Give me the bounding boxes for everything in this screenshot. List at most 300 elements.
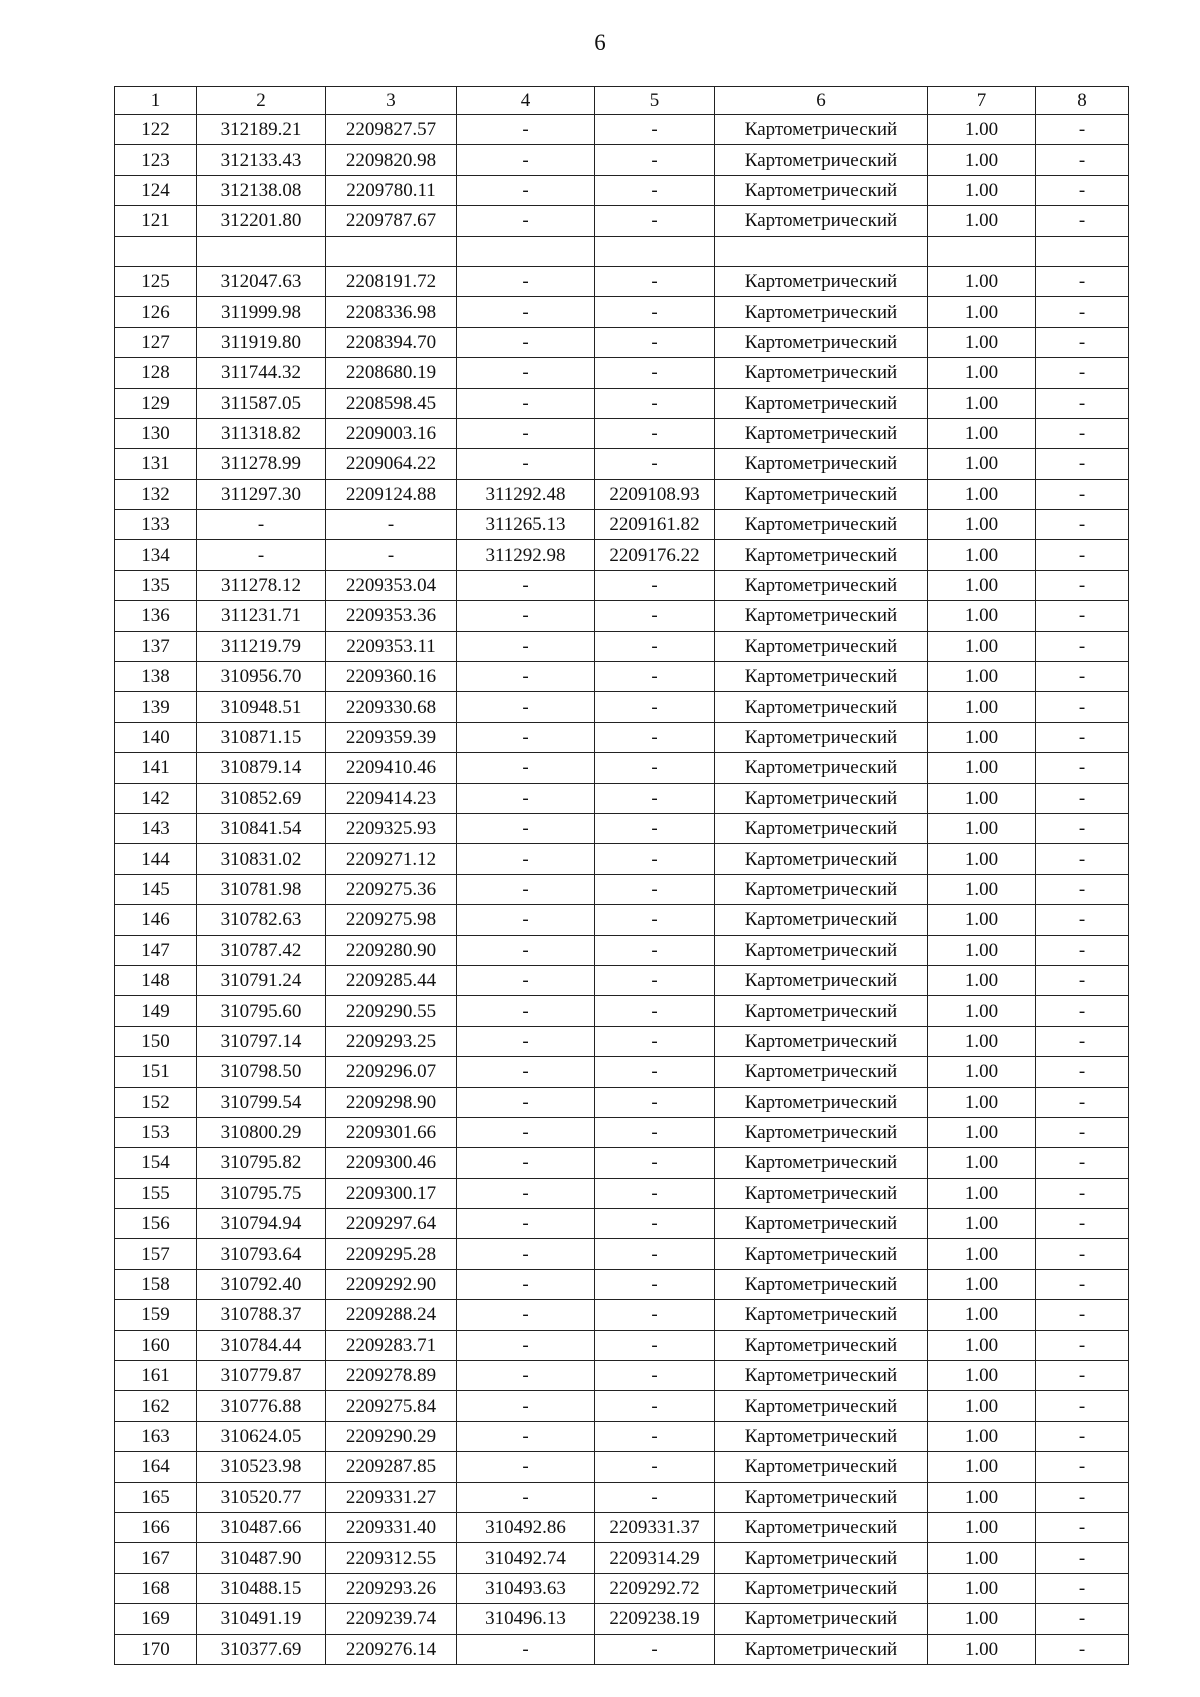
table-row <box>115 1512 1129 1542</box>
method-cell: Картометрический <box>715 1239 928 1269</box>
description-cell: - <box>1036 1512 1129 1542</box>
table-row <box>115 601 1129 631</box>
description-cell: - <box>1036 874 1129 904</box>
x-new-cell: 310492.74 <box>457 1543 595 1573</box>
x-new-cell: - <box>457 358 595 388</box>
x-coordinate-cell: 310784.44 <box>197 1330 326 1360</box>
x-new-cell: - <box>457 1482 595 1512</box>
accuracy-cell: 1.00 <box>928 905 1036 935</box>
table-row <box>115 1178 1129 1208</box>
table-header-row <box>115 87 1129 115</box>
x-new-cell: - <box>457 662 595 692</box>
x-new-cell: - <box>457 783 595 813</box>
description-cell: - <box>1036 1543 1129 1573</box>
point-number-cell: 138 <box>115 662 197 692</box>
point-number-cell <box>115 236 197 266</box>
y-coordinate-cell: 2209275.84 <box>326 1391 457 1421</box>
y-new-cell: - <box>595 935 715 965</box>
x-new-cell: - <box>457 175 595 205</box>
description-cell: - <box>1036 1057 1129 1087</box>
x-coordinate-cell: 310520.77 <box>197 1482 326 1512</box>
table-row <box>115 905 1129 935</box>
point-number-cell: 150 <box>115 1026 197 1056</box>
y-new-cell: - <box>595 1634 715 1664</box>
method-cell: Картометрический <box>715 1026 928 1056</box>
x-coordinate-cell: 310491.19 <box>197 1604 326 1634</box>
description-cell: - <box>1036 1269 1129 1299</box>
description-cell: - <box>1036 996 1129 1026</box>
point-number-cell: 161 <box>115 1361 197 1391</box>
table-row <box>115 844 1129 874</box>
point-number-cell: 125 <box>115 266 197 296</box>
table-row <box>115 753 1129 783</box>
point-number-cell: 160 <box>115 1330 197 1360</box>
y-new-cell: - <box>595 1057 715 1087</box>
y-new-cell: - <box>595 206 715 236</box>
description-cell: - <box>1036 1604 1129 1634</box>
y-new-cell: - <box>595 449 715 479</box>
table-row <box>115 1634 1129 1664</box>
y-coordinate-cell: 2209064.22 <box>326 449 457 479</box>
y-new-cell: - <box>595 1391 715 1421</box>
table-row <box>115 935 1129 965</box>
method-cell: Картометрический <box>715 145 928 175</box>
y-coordinate-cell: 2209312.55 <box>326 1543 457 1573</box>
column-header: 5 <box>595 87 715 115</box>
y-new-cell: - <box>595 327 715 357</box>
accuracy-cell: 1.00 <box>928 631 1036 661</box>
y-new-cell: - <box>595 692 715 722</box>
method-cell: Картометрический <box>715 874 928 904</box>
y-new-cell: - <box>595 996 715 1026</box>
y-coordinate-cell: 2208336.98 <box>326 297 457 327</box>
y-coordinate-cell: - <box>326 540 457 570</box>
x-new-cell: 311292.48 <box>457 479 595 509</box>
y-new-cell: - <box>595 175 715 205</box>
y-coordinate-cell: 2209293.26 <box>326 1573 457 1603</box>
y-coordinate-cell: 2209280.90 <box>326 935 457 965</box>
accuracy-cell: 1.00 <box>928 1452 1036 1482</box>
accuracy-cell: 1.00 <box>928 145 1036 175</box>
description-cell: - <box>1036 1026 1129 1056</box>
accuracy-cell: 1.00 <box>928 1573 1036 1603</box>
y-new-cell: 2209331.37 <box>595 1512 715 1542</box>
accuracy-cell: 1.00 <box>928 327 1036 357</box>
table-row <box>115 449 1129 479</box>
accuracy-cell: 1.00 <box>928 1239 1036 1269</box>
method-cell: Картометрический <box>715 601 928 631</box>
table-row <box>115 1604 1129 1634</box>
x-new-cell: - <box>457 327 595 357</box>
description-cell: - <box>1036 1239 1129 1269</box>
point-number-cell: 152 <box>115 1087 197 1117</box>
point-number-cell: 162 <box>115 1391 197 1421</box>
description-cell: - <box>1036 631 1129 661</box>
y-coordinate-cell: 2209301.66 <box>326 1117 457 1147</box>
y-coordinate-cell: 2209353.11 <box>326 631 457 661</box>
y-coordinate-cell: 2209292.90 <box>326 1269 457 1299</box>
accuracy-cell: 1.00 <box>928 783 1036 813</box>
method-cell: Картометрический <box>715 418 928 448</box>
table-row <box>115 722 1129 752</box>
y-coordinate-cell: 2209275.98 <box>326 905 457 935</box>
table-row <box>115 965 1129 995</box>
table-row <box>115 358 1129 388</box>
point-number-cell: 131 <box>115 449 197 479</box>
table-row <box>115 813 1129 843</box>
x-coordinate-cell: 310488.15 <box>197 1573 326 1603</box>
y-coordinate-cell: 2209827.57 <box>326 115 457 145</box>
accuracy-cell: 1.00 <box>928 1269 1036 1299</box>
accuracy-cell: 1.00 <box>928 479 1036 509</box>
method-cell: Картометрический <box>715 692 928 722</box>
x-new-cell: - <box>457 145 595 175</box>
y-new-cell: - <box>595 1269 715 1299</box>
point-number-cell: 151 <box>115 1057 197 1087</box>
method-cell: Картометрический <box>715 965 928 995</box>
y-coordinate-cell: 2209359.39 <box>326 722 457 752</box>
x-coordinate-cell: 311297.30 <box>197 479 326 509</box>
point-number-cell: 126 <box>115 297 197 327</box>
x-new-cell: - <box>457 631 595 661</box>
method-cell: Картометрический <box>715 510 928 540</box>
accuracy-cell: 1.00 <box>928 358 1036 388</box>
accuracy-cell: 1.00 <box>928 1087 1036 1117</box>
x-coordinate-cell: 310792.40 <box>197 1269 326 1299</box>
method-cell: Картометрический <box>715 175 928 205</box>
method-cell: Картометрический <box>715 327 928 357</box>
point-number-cell: 145 <box>115 874 197 904</box>
description-cell: - <box>1036 358 1129 388</box>
table-row <box>115 327 1129 357</box>
x-coordinate-cell: 310793.64 <box>197 1239 326 1269</box>
y-coordinate-cell: 2209278.89 <box>326 1361 457 1391</box>
description-cell: - <box>1036 935 1129 965</box>
table-row <box>115 692 1129 722</box>
method-cell: Картометрический <box>715 1421 928 1451</box>
y-new-cell: - <box>595 1026 715 1056</box>
x-new-cell: - <box>457 935 595 965</box>
accuracy-cell: 1.00 <box>928 1482 1036 1512</box>
y-new-cell: - <box>595 631 715 661</box>
description-cell: - <box>1036 965 1129 995</box>
accuracy-cell: 1.00 <box>928 722 1036 752</box>
x-coordinate-cell: 311999.98 <box>197 297 326 327</box>
description-cell: - <box>1036 783 1129 813</box>
description-cell: - <box>1036 570 1129 600</box>
table-body <box>115 115 1129 1665</box>
x-new-cell: - <box>457 1026 595 1056</box>
y-coordinate-cell: 2209331.40 <box>326 1512 457 1542</box>
table-row <box>115 783 1129 813</box>
y-new-cell: - <box>595 1482 715 1512</box>
y-coordinate-cell: 2209353.04 <box>326 570 457 600</box>
point-number-cell: 159 <box>115 1300 197 1330</box>
table-row <box>115 570 1129 600</box>
y-new-cell: 2209108.93 <box>595 479 715 509</box>
y-coordinate-cell: 2209330.68 <box>326 692 457 722</box>
x-new-cell: - <box>457 692 595 722</box>
point-number-cell: 130 <box>115 418 197 448</box>
method-cell: Картометрический <box>715 1604 928 1634</box>
accuracy-cell: 1.00 <box>928 753 1036 783</box>
accuracy-cell: 1.00 <box>928 965 1036 995</box>
accuracy-cell: 1.00 <box>928 1361 1036 1391</box>
accuracy-cell: 1.00 <box>928 175 1036 205</box>
x-coordinate-cell: 310831.02 <box>197 844 326 874</box>
method-cell: Картометрический <box>715 662 928 692</box>
description-cell: - <box>1036 662 1129 692</box>
table-row <box>115 1391 1129 1421</box>
method-cell: Картометрический <box>715 1178 928 1208</box>
x-new-cell: - <box>457 1452 595 1482</box>
accuracy-cell: 1.00 <box>928 662 1036 692</box>
table-row <box>115 1421 1129 1451</box>
x-coordinate-cell: 310487.90 <box>197 1543 326 1573</box>
accuracy-cell: 1.00 <box>928 1634 1036 1664</box>
y-coordinate-cell: 2209300.17 <box>326 1178 457 1208</box>
point-number-cell: 135 <box>115 570 197 600</box>
method-cell: Картометрический <box>715 722 928 752</box>
method-cell: Картометрический <box>715 783 928 813</box>
table-row <box>115 1148 1129 1178</box>
description-cell: - <box>1036 722 1129 752</box>
x-coordinate-cell: 310879.14 <box>197 753 326 783</box>
method-cell: Картометрический <box>715 905 928 935</box>
y-coordinate-cell: 2209414.23 <box>326 783 457 813</box>
column-header: 6 <box>715 87 928 115</box>
description-cell: - <box>1036 1087 1129 1117</box>
x-new-cell: 311265.13 <box>457 510 595 540</box>
method-cell: Картометрический <box>715 1330 928 1360</box>
x-new-cell: - <box>457 965 595 995</box>
y-new-cell: - <box>595 813 715 843</box>
x-coordinate-cell: - <box>197 510 326 540</box>
x-new-cell: - <box>457 601 595 631</box>
x-coordinate-cell: 310624.05 <box>197 1421 326 1451</box>
accuracy-cell: 1.00 <box>928 813 1036 843</box>
y-new-cell: - <box>595 1148 715 1178</box>
description-cell <box>1036 236 1129 266</box>
method-cell: Картометрический <box>715 206 928 236</box>
x-coordinate-cell <box>197 236 326 266</box>
point-number-cell: 139 <box>115 692 197 722</box>
x-coordinate-cell: 312138.08 <box>197 175 326 205</box>
point-number-cell: 169 <box>115 1604 197 1634</box>
method-cell: Картометрический <box>715 479 928 509</box>
y-new-cell: - <box>595 874 715 904</box>
description-cell: - <box>1036 1421 1129 1451</box>
accuracy-cell: 1.00 <box>928 570 1036 600</box>
table-row <box>115 206 1129 236</box>
y-coordinate-cell: 2209820.98 <box>326 145 457 175</box>
y-new-cell: - <box>595 1117 715 1147</box>
point-number-cell: 156 <box>115 1209 197 1239</box>
description-cell: - <box>1036 1573 1129 1603</box>
accuracy-cell: 1.00 <box>928 1117 1036 1147</box>
point-number-cell: 157 <box>115 1239 197 1269</box>
y-new-cell: 2209176.22 <box>595 540 715 570</box>
x-new-cell: - <box>457 1087 595 1117</box>
x-coordinate-cell: 310377.69 <box>197 1634 326 1664</box>
x-coordinate-cell: 310795.82 <box>197 1148 326 1178</box>
y-new-cell: - <box>595 1421 715 1451</box>
description-cell: - <box>1036 115 1129 145</box>
accuracy-cell: 1.00 <box>928 115 1036 145</box>
table-row <box>115 996 1129 1026</box>
x-new-cell: - <box>457 753 595 783</box>
description-cell: - <box>1036 905 1129 935</box>
method-cell <box>715 236 928 266</box>
y-coordinate-cell: 2209360.16 <box>326 662 457 692</box>
coordinates-table <box>114 86 1129 1665</box>
y-coordinate-cell: 2209003.16 <box>326 418 457 448</box>
method-cell: Картометрический <box>715 1573 928 1603</box>
x-new-cell: - <box>457 1117 595 1147</box>
y-coordinate-cell: 2209293.25 <box>326 1026 457 1056</box>
accuracy-cell: 1.00 <box>928 1512 1036 1542</box>
x-coordinate-cell: 311278.12 <box>197 570 326 600</box>
x-coordinate-cell: 311219.79 <box>197 631 326 661</box>
y-coordinate-cell: 2209288.24 <box>326 1300 457 1330</box>
x-coordinate-cell: 310787.42 <box>197 935 326 965</box>
y-coordinate-cell: 2209239.74 <box>326 1604 457 1634</box>
description-cell: - <box>1036 175 1129 205</box>
y-coordinate-cell: 2209297.64 <box>326 1209 457 1239</box>
method-cell: Картометрический <box>715 1300 928 1330</box>
x-coordinate-cell: 310956.70 <box>197 662 326 692</box>
y-coordinate-cell: 2208680.19 <box>326 358 457 388</box>
x-new-cell <box>457 236 595 266</box>
point-number-cell: 168 <box>115 1573 197 1603</box>
method-cell: Картометрический <box>715 1452 928 1482</box>
accuracy-cell: 1.00 <box>928 1330 1036 1360</box>
point-number-cell: 167 <box>115 1543 197 1573</box>
table-row <box>115 1573 1129 1603</box>
x-new-cell: 310493.63 <box>457 1573 595 1603</box>
x-new-cell: 310492.86 <box>457 1512 595 1542</box>
x-new-cell: - <box>457 813 595 843</box>
point-number-cell: 136 <box>115 601 197 631</box>
method-cell: Картометрический <box>715 540 928 570</box>
accuracy-cell: 1.00 <box>928 388 1036 418</box>
table-row <box>115 1482 1129 1512</box>
y-new-cell: - <box>595 388 715 418</box>
table-row <box>115 418 1129 448</box>
point-number-cell: 170 <box>115 1634 197 1664</box>
x-coordinate-cell: 312189.21 <box>197 115 326 145</box>
table-row <box>115 1330 1129 1360</box>
description-cell: - <box>1036 418 1129 448</box>
method-cell: Картометрический <box>715 1057 928 1087</box>
y-new-cell: - <box>595 418 715 448</box>
x-coordinate-cell: 310794.94 <box>197 1209 326 1239</box>
table-row <box>115 662 1129 692</box>
y-coordinate-cell: 2209290.55 <box>326 996 457 1026</box>
x-new-cell: - <box>457 115 595 145</box>
description-cell: - <box>1036 1148 1129 1178</box>
x-new-cell: 310496.13 <box>457 1604 595 1634</box>
table-row <box>115 175 1129 205</box>
x-new-cell: - <box>457 996 595 1026</box>
description-cell: - <box>1036 1634 1129 1664</box>
method-cell: Картометрический <box>715 297 928 327</box>
table-row <box>115 510 1129 540</box>
x-new-cell: - <box>457 1421 595 1451</box>
table-row <box>115 1543 1129 1573</box>
y-new-cell: - <box>595 266 715 296</box>
accuracy-cell <box>928 236 1036 266</box>
y-new-cell: - <box>595 844 715 874</box>
point-number-cell: 148 <box>115 965 197 995</box>
accuracy-cell: 1.00 <box>928 266 1036 296</box>
table-row <box>115 1209 1129 1239</box>
column-header: 2 <box>197 87 326 115</box>
y-coordinate-cell: 2209285.44 <box>326 965 457 995</box>
x-coordinate-cell: 310797.14 <box>197 1026 326 1056</box>
description-cell: - <box>1036 1482 1129 1512</box>
accuracy-cell: 1.00 <box>928 540 1036 570</box>
description-cell: - <box>1036 145 1129 175</box>
y-coordinate-cell: 2209275.36 <box>326 874 457 904</box>
y-coordinate-cell: 2208598.45 <box>326 388 457 418</box>
y-coordinate-cell: 2209283.71 <box>326 1330 457 1360</box>
y-coordinate-cell: 2209287.85 <box>326 1452 457 1482</box>
x-new-cell: - <box>457 844 595 874</box>
page-number: 6 <box>594 30 606 55</box>
method-cell: Картометрический <box>715 935 928 965</box>
y-new-cell: - <box>595 965 715 995</box>
point-number-cell: 143 <box>115 813 197 843</box>
point-number-cell: 137 <box>115 631 197 661</box>
y-coordinate-cell: 2209295.28 <box>326 1239 457 1269</box>
table-row <box>115 540 1129 570</box>
method-cell: Картометрический <box>715 1543 928 1573</box>
y-new-cell: 2209161.82 <box>595 510 715 540</box>
y-coordinate-cell: 2209410.46 <box>326 753 457 783</box>
point-number-cell: 163 <box>115 1421 197 1451</box>
point-number-cell: 132 <box>115 479 197 509</box>
column-header: 3 <box>326 87 457 115</box>
method-cell: Картометрический <box>715 449 928 479</box>
point-number-cell: 146 <box>115 905 197 935</box>
accuracy-cell: 1.00 <box>928 418 1036 448</box>
y-coordinate-cell <box>326 236 457 266</box>
point-number-cell: 124 <box>115 175 197 205</box>
accuracy-cell: 1.00 <box>928 1209 1036 1239</box>
x-coordinate-cell: 311318.82 <box>197 418 326 448</box>
table-row <box>115 1239 1129 1269</box>
point-number-cell: 133 <box>115 510 197 540</box>
description-cell: - <box>1036 1300 1129 1330</box>
description-cell: - <box>1036 1117 1129 1147</box>
method-cell: Картометрический <box>715 631 928 661</box>
x-coordinate-cell: - <box>197 540 326 570</box>
x-new-cell: - <box>457 570 595 600</box>
y-new-cell: - <box>595 1330 715 1360</box>
description-cell: - <box>1036 844 1129 874</box>
description-cell: - <box>1036 1209 1129 1239</box>
y-coordinate-cell: 2209276.14 <box>326 1634 457 1664</box>
method-cell: Картометрический <box>715 1634 928 1664</box>
x-new-cell: - <box>457 1361 595 1391</box>
x-new-cell: - <box>457 1209 595 1239</box>
y-coordinate-cell: 2209290.29 <box>326 1421 457 1451</box>
accuracy-cell: 1.00 <box>928 1057 1036 1087</box>
point-number-cell: 121 <box>115 206 197 236</box>
y-coordinate-cell: - <box>326 510 457 540</box>
x-coordinate-cell: 310523.98 <box>197 1452 326 1482</box>
